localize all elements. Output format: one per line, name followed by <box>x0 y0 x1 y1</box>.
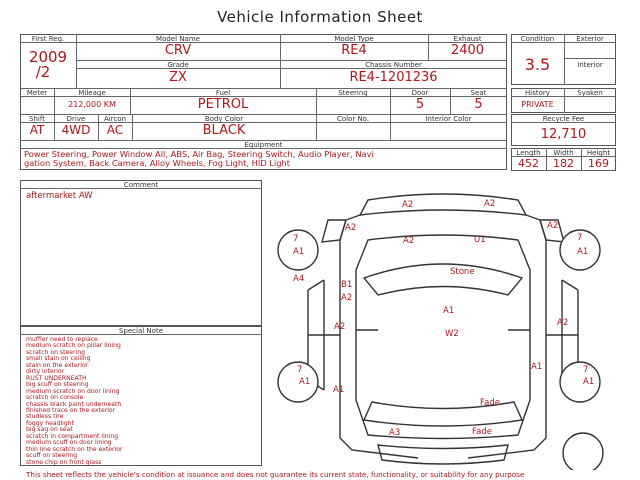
comment-value: aftermarket AW <box>26 191 93 201</box>
damage-mark: A2 <box>484 199 496 209</box>
special-note-item: stone chip on front glass <box>26 458 102 466</box>
special-note-item: scuff on steering <box>26 452 78 460</box>
special-note-item: medium scratch on door lining <box>26 387 120 395</box>
special-note-item: dirty interior <box>26 368 65 376</box>
damage-mark: A2 <box>547 221 559 231</box>
damage-mark: 7 <box>297 365 303 375</box>
special-note-item: big sag on seat <box>26 426 73 434</box>
fuel-value: PETROL <box>197 97 249 112</box>
drive-label: Drive <box>66 115 86 123</box>
first-reg-year: 2009 <box>28 48 68 66</box>
damage-mark: Stone <box>450 267 475 277</box>
special-note-item: RUST UNDERNEATH <box>26 374 87 382</box>
special-note-label: Special Note <box>118 327 164 335</box>
damage-mark: A3 <box>389 428 401 438</box>
color-no-label: Color No. <box>336 115 370 123</box>
special-note-item: small stain on ceiling <box>26 355 91 363</box>
equipment-line-2: gation System, Back Camera, Alloy Wheels, Fog Light, HID Light <box>24 158 291 168</box>
special-note-item: stain on the exterior <box>26 361 89 369</box>
damage-mark: A2 <box>557 318 569 328</box>
damage-mark: Fade <box>480 398 500 408</box>
special-note-item: foggy headlight <box>26 419 74 427</box>
interior-label: Interior <box>577 61 603 69</box>
chassis-number-label: Chassis Number <box>365 61 422 69</box>
interior-color-label: Interior Color <box>425 115 472 123</box>
damage-mark: 7 <box>583 365 589 375</box>
special-note-item: studless tire <box>26 413 64 421</box>
damage-mark: B1 <box>341 280 353 290</box>
damage-mark: A1 <box>577 247 589 257</box>
special-note-item: thin line scratch on the exterior <box>26 445 123 453</box>
recycle-fee-label: Recycle Fee <box>542 115 585 123</box>
damage-mark: A4 <box>293 274 305 284</box>
special-note-item: big scuff on steering <box>26 381 89 389</box>
damage-mark: Fade <box>472 427 492 437</box>
condition-value: 3.5 <box>524 55 551 74</box>
sheet-title: Vehicle Information Sheet <box>217 8 423 26</box>
drive-value: 4WD <box>61 123 91 137</box>
equipment-line-1: Power Steering, Power Window All, ABS, Air Bag, Steering Switch, Audio Player, Navi <box>24 149 374 159</box>
disclaimer-footer: This sheet reflects the vehicle's condition at issuance and does not guarantee its current state, functionality, or suitability for any purpose <box>26 470 525 479</box>
damage-mark: U1 <box>474 235 486 245</box>
shift-label: Shift <box>29 115 45 123</box>
meter-label: Meter <box>26 89 48 97</box>
door-label: Door <box>411 89 429 97</box>
special-note-item: scratch on console <box>26 394 84 402</box>
chassis-number-value: RE4-1201236 <box>349 70 438 85</box>
aircon-label: Aircon <box>103 115 127 123</box>
model-type-value: RE4 <box>341 43 367 58</box>
height-label: Height <box>586 149 611 157</box>
model-type-label: Model Type <box>334 35 374 43</box>
special-note-item: scratch on steering <box>26 348 85 356</box>
model-name-value: CRV <box>164 43 192 58</box>
history-value: PRIVATE <box>521 100 554 109</box>
damage-mark: 7 <box>293 234 299 244</box>
damage-mark: A2 <box>334 322 346 332</box>
special-note-item: medium scratch on pillar lining <box>26 342 121 350</box>
first-reg-label: First Reg. <box>31 35 65 43</box>
mileage-label: Mileage <box>78 89 106 97</box>
seat-label: Seat <box>470 89 487 97</box>
mileage-value: 212,000 KM <box>68 100 116 109</box>
condition-label: Condition <box>520 35 555 43</box>
model-name-label: Model Name <box>156 35 200 43</box>
damage-mark: A1 <box>443 306 455 316</box>
grade-value: ZX <box>169 70 187 85</box>
aircon-value: AC <box>106 123 124 137</box>
body-color-value: BLACK <box>202 123 246 138</box>
damage-mark: A2 <box>341 293 353 303</box>
damage-mark: A1 <box>293 247 305 257</box>
exhaust-value: 2400 <box>450 43 485 58</box>
damage-mark: A2 <box>403 236 415 246</box>
special-note-item: muffler need to replace <box>26 336 98 343</box>
fuel-label: Fuel <box>215 89 231 97</box>
door-value: 5 <box>415 97 425 112</box>
damage-mark: A2 <box>345 223 357 233</box>
special-note-item: scratch in compartment lining <box>26 432 119 440</box>
steering-label: Steering <box>338 89 368 97</box>
shift-value: AT <box>29 123 45 137</box>
exhaust-label: Exhaust <box>453 35 482 43</box>
special-note-item: chassis black paint underneath <box>26 400 122 408</box>
seat-value: 5 <box>474 97 483 112</box>
history-label: History <box>525 89 550 97</box>
length-label: Length <box>516 149 541 157</box>
width-label: Width <box>553 149 574 157</box>
special-note-item: finished trace on the exterior <box>26 406 116 414</box>
body-color-label: Body Color <box>204 115 244 123</box>
syaken-label: Syaken <box>577 89 603 97</box>
equipment-label: Equipment <box>244 141 283 149</box>
damage-mark: A1 <box>333 385 345 395</box>
damage-mark: A1 <box>583 377 595 387</box>
damage-mark: W2 <box>445 329 459 339</box>
damage-mark: A1 <box>299 377 311 387</box>
grade-label: Grade <box>167 61 189 69</box>
recycle-fee-value: 12,710 <box>540 127 587 142</box>
exterior-label: Exterior <box>576 35 604 43</box>
width-value: 182 <box>553 157 574 170</box>
length-value: 452 <box>518 157 539 170</box>
damage-mark: A1 <box>531 362 543 372</box>
height-value: 169 <box>588 157 609 170</box>
comment-label: Comment <box>123 181 159 189</box>
special-note-item: medium scuff on door lining <box>26 439 112 447</box>
first-reg-month: /2 <box>35 63 51 81</box>
damage-mark: 7 <box>577 233 583 243</box>
comment-box <box>20 180 262 326</box>
damage-mark: A2 <box>402 200 414 210</box>
